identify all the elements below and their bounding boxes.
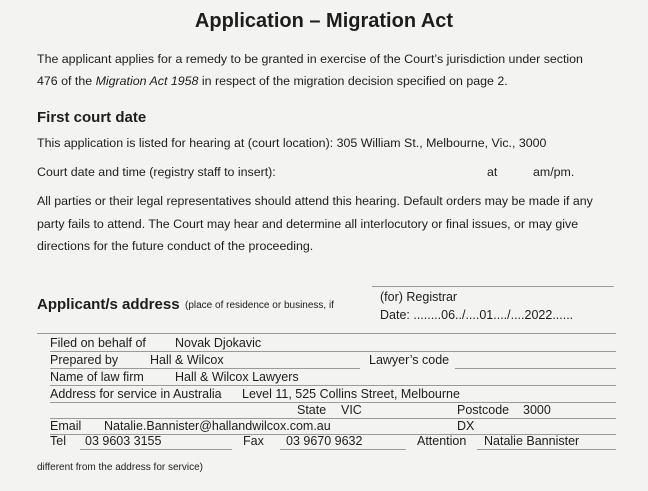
state-value: VIC	[341, 403, 362, 417]
email-label: Email	[50, 419, 82, 433]
attention-value: Natalie Bannister	[484, 434, 580, 448]
law-firm-label: Name of law firm	[50, 370, 144, 384]
state-label: State	[297, 403, 327, 417]
service-address-label: Address for service in Australia	[50, 387, 222, 401]
attention-line	[477, 449, 616, 450]
dx-label: DX	[457, 419, 475, 433]
tel-line	[80, 449, 232, 450]
applicant-address-note-cont: different from the address for service)	[37, 462, 203, 473]
act-name: Migration Act 1958	[95, 74, 199, 88]
attendance-line-3: directions for the future conduct of the proceeding.	[37, 239, 314, 253]
court-time-at-label: at	[487, 165, 498, 179]
court-location-line: This application is listed for hearing at (court location): 305 William St., Melbourne, Vic., 3000	[37, 136, 547, 150]
lawyers-code-line	[455, 368, 616, 369]
filed-on-behalf-value: Novak Djokavic	[175, 336, 262, 350]
filed-on-behalf-line	[50, 351, 616, 352]
prepared-by-line	[50, 368, 360, 369]
prepared-by-label: Prepared by	[50, 353, 119, 367]
law-firm-value: Hall & Wilcox Lawyers	[175, 370, 299, 384]
first-court-date-heading: First court date	[37, 109, 147, 126]
applicant-address-note: (place of residence or business, if	[185, 300, 334, 311]
registrar-label: (for) Registrar	[380, 290, 458, 304]
registrar-date: Date: ........06../....01..../....2022......	[380, 308, 574, 322]
email-value: Natalie.Bannister@hallandwilcox.com.au	[104, 419, 331, 433]
fax-value: 03 9670 9632	[286, 434, 363, 448]
attendance-line-2: party fails to attend. The Court may hear and determine all interlocutory or final issues, or may give	[37, 217, 579, 231]
law-firm-line	[50, 385, 616, 386]
filed-on-behalf-label: Filed on behalf of	[50, 336, 146, 350]
attendance-line-1: All parties or their legal representatives should attend this hearing. Default orders may be made if any	[37, 194, 593, 208]
postcode-label: Postcode	[457, 403, 510, 417]
intro-line-2-a: 476 of the	[37, 74, 96, 88]
intro-line-2-b: in respect of the migration decision specified on page 2.	[198, 74, 508, 88]
fax-line	[280, 449, 406, 450]
court-date-time-label: Court date and time (registry staff to insert):	[37, 165, 276, 179]
attention-label: Attention	[417, 434, 467, 448]
registrar-signature-line	[372, 286, 614, 287]
applicant-address-rule	[37, 333, 616, 334]
service-address-value: Level 11, 525 Collins Street, Melbourne	[242, 387, 460, 401]
tel-label: Tel	[50, 434, 66, 448]
prepared-by-value: Hall & Wilcox	[150, 353, 224, 367]
intro-line-1: The applicant applies for a remedy to be granted in exercise of the Court’s jurisdiction under section	[37, 52, 583, 66]
lawyers-code-label: Lawyer’s code	[369, 353, 450, 367]
court-ampm-label: am/pm.	[533, 165, 575, 179]
tel-value: 03 9603 3155	[85, 434, 162, 448]
applicant-address-heading: Applicant/s address	[37, 296, 180, 313]
postcode-value: 3000	[523, 403, 551, 417]
fax-label: Fax	[243, 434, 264, 448]
page-title: Application – Migration Act	[194, 10, 454, 32]
intro-line-2	[37, 70, 508, 92]
